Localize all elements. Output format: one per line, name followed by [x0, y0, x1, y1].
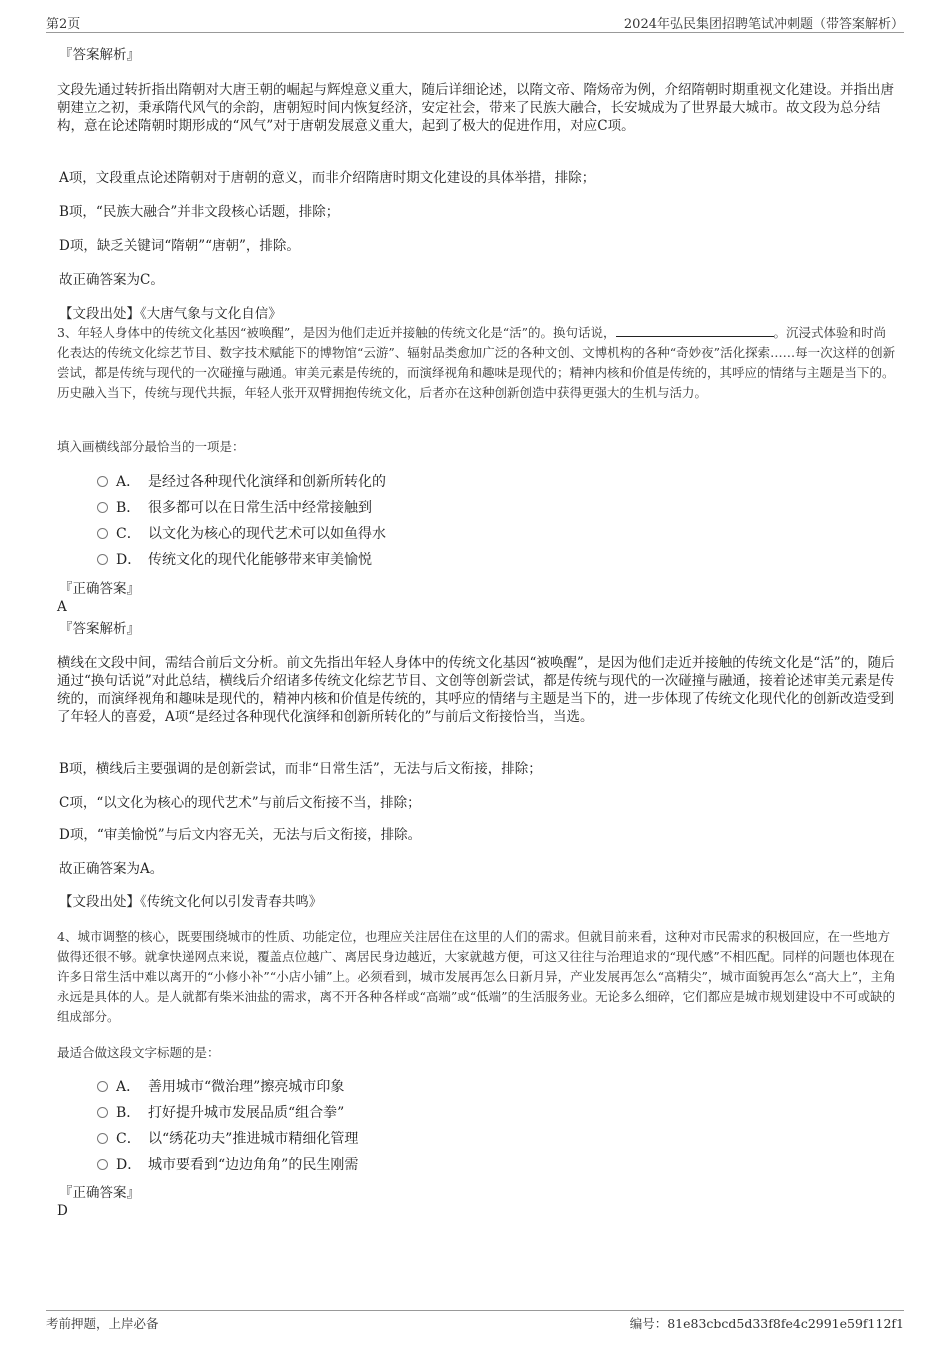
document-title: 2024年弘民集团招聘笔试冲刺题（带答案解析）	[623, 17, 904, 32]
q4-option-d[interactable]: D． 城市要看到“边边角角”的民生刚需	[97, 1155, 358, 1175]
q3-correct-answer-statement: 故正确答案为A。	[59, 861, 164, 877]
q3-analysis-d: D项，“审美愉悦”与后文内容无关，无法与后文衔接，排除。	[59, 827, 422, 843]
analysis-option-a: A项，文段重点论述隋朝对于唐朝的意义，而非介绍隋唐时期文化建设的具体举措，排除；	[59, 170, 596, 186]
q4-answer-label: 『正确答案』	[59, 1185, 140, 1201]
source-citation: 【文段出处】《大唐气象与文化自信》	[59, 306, 282, 322]
footer-slogan: 考前押题，上岸必备	[46, 1316, 159, 1331]
q4-option-b[interactable]: B． 打好提升城市发展品质“组合拳”	[97, 1103, 344, 1123]
analysis-label: 『答案解析』	[59, 47, 140, 63]
document-id: 编号：81e83cbcd5d33f8fe4c2991e59f112f1	[629, 1316, 904, 1331]
q3-option-b[interactable]: B． 很多都可以在日常生活中经常接触到	[97, 498, 372, 518]
radio-icon[interactable]	[97, 1081, 108, 1092]
q3-analysis: 横线在文段中间，需结合前后文分析。前文先指出年轻人身体中的传统文化基因“被唤醒”，是因为他们走近并接触的传统文化是“活”的，随后通过“换句话说”对此总结，横线后介绍诸多传统文化综艺节目、文创等创新尝试，都是传统与现代的一次碰撞与融通，接着论述审美元素是传统的，而演绎视角和趣味是现代的，精神内核和价值是传统的，其呼应的情绪与主题是当下的，进一步体现了传统文化现代化的创新改造受到了年轻人的喜爱，A项“是经过各种现代化演绎和创新所转化的”与前后文衔接恰当，当选。	[57, 655, 895, 725]
footer-divider	[46, 1310, 904, 1311]
radio-icon[interactable]	[97, 476, 108, 487]
radio-icon[interactable]	[97, 1133, 108, 1144]
radio-icon[interactable]	[97, 528, 108, 539]
q3-analysis-label: 『答案解析』	[59, 621, 140, 637]
q3-option-d[interactable]: D． 传统文化的现代化能够带来审美愉悦	[97, 550, 372, 570]
q3-option-c[interactable]: C． 以文化为核心的现代艺术可以如鱼得水	[97, 524, 386, 544]
page-number: 第2页	[46, 17, 81, 32]
q3-source-citation: 【文段出处】《传统文化何以引发青春共鸣》	[59, 894, 323, 910]
q3-answer-label: 『正确答案』	[59, 581, 140, 597]
fill-blank	[616, 324, 774, 337]
q3-answer: A	[57, 599, 67, 615]
correct-answer-statement: 故正确答案为C。	[59, 272, 164, 288]
q3-option-a[interactable]: A． 是经过各种现代化演绎和创新所转化的	[97, 472, 386, 492]
q4-answer: D	[57, 1203, 68, 1219]
radio-icon[interactable]	[97, 502, 108, 513]
question-3-prompt: 填入画横线部分最恰当的一项是：	[57, 439, 245, 454]
question-3-stem: 3、年轻人身体中的传统文化基因“被唤醒”，是因为他们走近并接触的传统文化是“活”的。换句话说， 。沉浸式体验和时尚化表达的传统文化综艺节目、数字技术赋能下的博物馆“云游”、辐射品类愈加广泛的各种文创、文博机构的各种“奇妙夜”活化探索……每一次这样的创新尝试，都是传统与现代的一次碰撞与融通。审美元素是传统的，而演绎视角和趣味是现代的；精神内核和价值是传统的，其呼应的情绪与主题是当下的。历史融入当下，传统与现代共振，年轻人张开双臂拥抱传统文化，后者亦在这种创新创造中获得更强大的生机与活力。	[57, 325, 896, 400]
analysis-option-d: D项，缺乏关键词“隋朝”“唐朝”，排除。	[59, 238, 300, 254]
radio-icon[interactable]	[97, 1107, 108, 1118]
question-4-prompt: 最适合做这段文字标题的是：	[57, 1045, 220, 1060]
analysis-option-b: B项，“民族大融合”并非文段核心话题，排除；	[59, 204, 340, 220]
analysis-paragraph: 文段先通过转折指出隋朝对大唐王朝的崛起与辉煌意义重大，随后详细论述，以隋文帝、隋炀帝为例，介绍隋朝时期重视文化建设。并指出唐朝建立之初，秉承隋代风气的余韵，唐朝短时间内恢复经济，安定社会，带来了民族大融合，长安城成为了世界最大城市。故文段为总分结构，意在论述隋朝时期形成的“风气”对于唐朝发展意义重大，起到了极大的促进作用，对应C项。	[57, 82, 894, 134]
header-divider	[46, 32, 904, 33]
q4-option-c[interactable]: C． 以“绣花功夫”推进城市精细化管理	[97, 1129, 358, 1149]
q3-analysis-b: B项，横线后主要强调的是创新尝试，而非“日常生活”，无法与后文衔接，排除；	[59, 761, 542, 777]
q3-analysis-c: C项，“以文化为核心的现代艺术”与前后文衔接不当，排除；	[59, 795, 421, 811]
radio-icon[interactable]	[97, 1159, 108, 1170]
q4-option-a[interactable]: A． 善用城市“微治理”擦亮城市印象	[97, 1077, 344, 1097]
question-4-stem: 4、城市调整的核心，既要围绕城市的性质、功能定位，也理应关注居住在这里的人们的需求。但就目前来看，这种对市民需求的积极回应，在一些地方做得还很不够。就拿快递网点来说，覆盖点位越广、离居民身边越近，大家就越方便，可这又往往与治理追求的“现代感”不相匹配。同样的问题也体现在许多日常生活中难以离开的“小修小补”“小店小铺”上。必须看到，城市发展再怎么日新月异，产业发展再怎么“高精尖”，城市面貌再怎么“高大上”，主角永远是具体的人。是人就都有柴米油盐的需求，离不开各种各样或“高端”或“低端”的生活服务业。无论多么细碎，它们都应是城市规划建设中不可或缺的组成部分。	[57, 929, 896, 1024]
radio-icon[interactable]	[97, 554, 108, 565]
